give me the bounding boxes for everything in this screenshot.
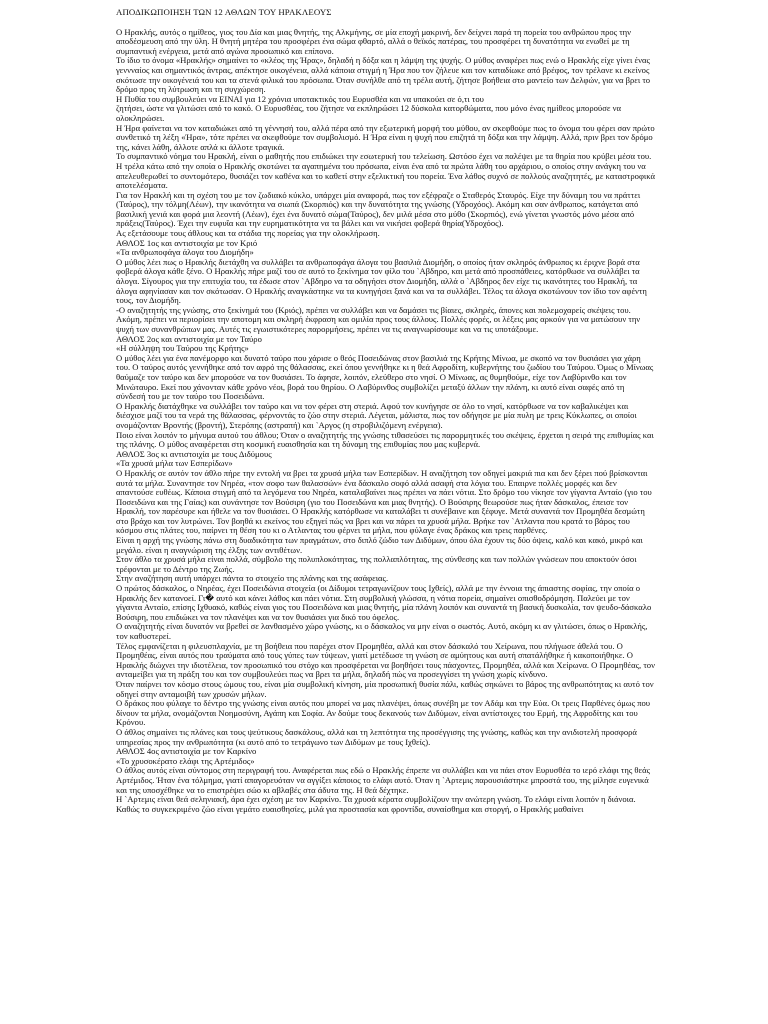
paragraph: «Η σύλληψη του Ταύρου της Κρήτης» <box>116 343 249 354</box>
paragraph: Ο Ηρακλής, αυτός ο ημίθεος, γιος του Δία και μιας θνητής, της Αλκμήνης, σε μία εποχή μακρινή, δεν δείχνει παρά τη πορεία του ανθρώπου προς την αποδέσμευση από την ύλη. Η θνητή μητέρα του προσφέρει ένα σώμα φθαρτό, αλλά ο θεϊκός πατέρας, του προσφέρει τη δυνατότητα να ενωθεί με τη συμπαντική ενέργεια, μετά από αγώνα προσωπικό και επίπονο. <box>116 26 632 56</box>
document-body <box>116 28 656 815</box>
paragraph: Είναι η αρχή της γνώσης πάνω στη δυαδικότητα των πραγμάτων, στο διπλό ζώδιο των Διδύμων, όπου όλα έχουν τις δύο όψεις, καλό και κακό, μικρό και μεγάλο. είναι η αναγνώριση της έλξης των αντιθέτων. <box>116 535 643 555</box>
paragraph: ζητήσει, ώστε να γλιτώσει από το κακό. Ο Ευρυσθέας, του ζήτησε να εκπληρώσει 12 δύσκολα κατορθώματα, που μόνο ένας ημίθεος μπορούσε να ολοκληρώσει. <box>116 103 621 123</box>
paragraph: -Ο αναζητητής της γνώσης, στο ξεκίνημά του (Κριός), πρέπει να συλλάβει και να δαμάσει τις βίαιες, σκληρές, άπονες και πολεμοχαρείς σκέψεις του. Ακόμη, πρέπει να περιορίσει την αποτομη και σκληρή έκφραση και ομιλία προς τους άλλους. Πολλές φορές, οι λέξεις μας αρκούν για να ματώσουν την ψυχή των συνανθρώπων μας. Αυτές τις εγωιστικότερες παρορμήσεις, πρέπει να τις αναγνωρίσουμε και να τις υποτάξουμε. <box>116 304 641 334</box>
paragraph: Η `Αρτεμις είναι θεά σεληνιακή, άρα έχει σχέση με τον Καρκίνο. Τα χρυσά κέρατα συμβολίζουν την ανώτερη γνώση. Το ελάφι είναι λοιπόν η διάνοια. Καθώς το συγκεκριμένο ζώο είναι γεμάτο ευαισθησίες, μιλά για προστασία και φροντίδα, συναίσθημα και στοργή, ο Ηρακλής μαθαίνει <box>116 794 636 814</box>
paragraph: Ο Ηρακλής διατάχθηκε να συλλάβει τον ταύρο και να τον φέρει στη στεριά. Αφού τον κυνήγησε σε όλο το νησί, κατόρθωσε να τον καβαλικέψει και διέσχισε μαζί του τα νερά της θάλασσας, φέρνοντάς το ζώο στην στεριά. Λέγεται, μάλιστα, πως τον οδήγησε με μία πυλη με τρεις Κύκλωπες, οι οποίοι ονομάζονταν Βροντής (βροντή), Στερόπης (αστραπή) και `Αργος (η στροβιλιζόμενη ενέργεια). <box>116 400 637 430</box>
document-title: ΑΠΟΔΙΚΩΠΟΙΗΣΗ ΤΩΝ 12 ΑΘΛΩΝ ΤΟΥ ΗΡΑΚΛΕΟΥΣ <box>116 7 332 17</box>
paragraph: Όταν παίρνει τον κόσμο στους ώμους του, είναι μία συμβολική κίνηση, μία προσωπική θυσία πάλι, καθώς σηκώνει το βάρος της ανθρωπότητας κι αυτό τον οδηγεί στην ανταμοιβή των χρυσών μήλων. <box>116 678 654 699</box>
paragraph: Ο δράκος που φύλαγε το δέντρο της γνώσης είναι αυτός που μπορεί να μας πλανέψει, όπως συνέβη με τον Αδάμ και την Εύα. Οι τρεις Παρθένες όμως που δίνουν τα μήλα, ονομάζονται Νοημοσύνη, Αγάπη και Σοφία. Αν δούμε τους δεκανούς των Διδύμων, είναι αντίστοιχες του Ερμή, της Αφροδίτης και του Κρόνου. <box>116 698 651 728</box>
paragraph: Ο αναζητητής είναι δυνατόν να βρεθεί σε λανθασμένο χώρο γνώσης, κι ο δάσκαλος να μην είναι ο σωστός. Αυτό, ακόμη κι αν γλιτώσει, όπως ο Ηρακλής, τον καθυστερεί. <box>116 621 648 641</box>
paragraph: ΑΘΛΟΣ 3ος κι αντιστοιχία με τους Διδύμους <box>116 448 272 459</box>
paragraph: ΑΘΛΟΣ 1ος και αντιστοιχία με τον Κριό <box>116 237 258 248</box>
paragraph: «Τα ανθρωποφάγα άλογα του Διομήδη» <box>116 247 254 258</box>
paragraph: «Τα χρυσά μήλα των Εσπερίδων» <box>116 458 233 469</box>
paragraph: Στην αναζήτηση αυτή υπάρχει πάντα το στοιχείο της πλάνης και της ασάφειας. <box>116 573 389 584</box>
paragraph: Η Ήρα φαίνεται να τον καταδιώκει από τη γέννησή του, αλλά πέρα από την εξωτερική μορφή του μύθου, αν σκεφθούμε πως το όνομα του φέρει σαν πρώτο συνθετικό τη λέξη «Ήρα», τότε πρέπει να σκεφθούμε τον συμβολισμό. Η Ήρα είναι η ψυχή που επιζητά τη δόξα και την λάμψη. Αλλά, πριν βρει τον δρόμο της, κάνει λάθη, άλλοτε απλά κι άλλοτε τραγικά. <box>116 122 655 152</box>
paragraph: Ο πρώτος δάσκαλος, ο Νηρέας, έχει Ποσειδώνια στοιχεία (οι Δίδυμοι τετραγωνίζουν τους Ιχθείς), αλλά με την έννοια της άπιαστης σοφίας, την οποία ο Ηρακλής δεν κατανοεί. Γι� αυτό και κάνει λάθος και πάει νότια. Στη συμβολική γλώσσα, η νότια πορεία, σημαίνει οπισθοδρόμηση. Παλεύει με τον γίγαντα Ανταίο, επίσης Ιχθυακό, καθώς είναι γιος του Ποσειδώνα και μιας θνητής, μία πλάνη λοιπόν και συναντά τη βασική δυσκολία, τον ψευδο-δάσκαλο Βούσιρη, που επιδιώκει να τον πλανέψει και να τον θυσιάσει για δικό του όφελος. <box>116 583 652 622</box>
paragraph: Ας εξετάσουμε τους άθλους και τα στάδια της πορείας για την ολοκλήρωση. <box>116 228 380 239</box>
paragraph: Ο άθλος αυτός είναι σύντομος στη περιγραφή του. Αναφέρεται πως εδώ ο Ηρακλής έπρεπε να συλλάβει και να πάει στον Ευρυσθέα το ιερό ελάφι της θεάς Αρτέμιδος. Ήταν ένα τόλμημα, γιατί απαγορευόταν να αγγίξει κάποιος το ελάφι αυτό. Όταν η `Αρτεμις παρουσιάστηκε μπροστά του, της μίλησε ευγενικά και της υποσχέθηκε να το επιστρέψει σώο κι αβλαβές στα άδυτα της. Η θεά δέχτηκε. <box>116 765 651 795</box>
paragraph: Ο μύθος λέει για ένα πανέμορφο και δυνατό ταύρο που χάρισε ο θεός Ποσειδώνας στον βασιλιά της Κρήτης Μίνωα, με σκοπό να τον θυσιάσει για χάρη του. Ο ταύρος αυτός γεννήθηκε από τον αφρό της θάλασσας, εκεί όπου γεννήθηκε κι η θεά Αφροδίτη, κυβερνήτης του ζωδίου του Ταύρου. Όμως ο Μίνωας θαύμαζε τον ταύρο και δεν μπορούσε να τον θυσιάσει. Το άφησε, λοιπόν, ελεύθερο στο νησί. Ο Μίνωας, ας θυμηθούμε, είχε τον Λαβύρινθο και τον Μινώταυρο. Εκεί που χάνονταν κάθε χρόνο νέοι, βορά του θηρίου. Ο Λαβύρινθος συμβολίζει μεταξύ άλλων την πλάνη, κι αυτό είναι σαφές από τη σύνδεσή του με τον ταύρο του Ποσειδώνα. <box>116 352 654 402</box>
paragraph: Τέλος εμφανίζεται η φιλευσπλαχνία, με τη βοήθεια που παρέχει στον Προμηθέα, αλλά και στον δάσκαλό του Χείρωνα, που πλήγωσε άθελά του. Ο Προμηθέας, είναι αυτός που τραύματα από τους γύπες των τύψεων, γιατί μετέδωσε τη γνώση σε αμύητους και αυτή σπατάλήθηκε ή κακοποιήθηκε. Ο Ηρακλής διώχνει την ιδιοτέλεια, τον προσωπικό του στόχο και προσφέρεται να βοηθήσει τους πάσχοντες, Προμηθέα, αλλά και Χείρωνα. Ο Προμηθέας, τον ανταμείβει για τη πράξη του και τον συμβουλεύει πως να βρει τα μήλα, δηλαδή πώς να προσεγγίσει τη γνώση χωρίς κίνδυνο. <box>116 640 655 680</box>
paragraph: Η Πυθία του συμβουλεύει να ΕΙΝΑΙ για 12 χρόνια υποτακτικός του Ευρυσθέα και να υπακούει σε ό,τι του <box>116 93 484 104</box>
paragraph: Ο άθλος σημαίνει τις πλάνες και τους ψεύτικους δασκάλους, αλλά και τη λεπτότητα της προσέγγισης της γνώσης, καθώς και την ανιδιοτελή προσφορά υπηρεσίας προς την ανθρωπότητα (κι αυτό από το τετράγωνο των Διδύμων με τους Ιχθείς). <box>116 726 637 747</box>
paragraph: Για τον Ηρακλή και τη σχέση του με τον ζωδιακό κύκλο, υπάρχει μία αναφορά, πως τον εξέφραζε ο Σταθερός Σταυρός. Είχε την δύναμη του να πράττει (Ταύρος), την τόλμη(Λέων), την ικανότητα να σιωπά (Σκορπιός) και την δυνατότητα της γνώσης (Υδροχόος). Ακόμη και σαν άνθρωπος, κατάγεται από βασιλική γενιά και φορά μια λεοντή (Λέων), έχει ένα δυνατό σώμα(Ταύρος), δεν μιλά μέσα στο μύθο (Σκορπιός), ενώ γίνεται γνωστός μόνο μέσα από πράξεις(Ταύρος). Έχει την ευφυΐα και την ευρηματικότητα να τα βάλει και να νικήσει φοβερά θηρία(Υδροχόος). <box>116 189 641 229</box>
paragraph: Το ίδιο το όνομα «Ηρακλής» σημαίνει το «κλέος της Ήρας», δηλαδή η δόξα και η λάμψη της ψυχής. Ο μύθος αναφέρει πως ενώ ο Ηρακλής είχε γίνει ένας γεννναίος και σημαντικός άντρας, απέκτησε οικογένεια, αλλά κάποια στιγμή η Ήρα που τον ζήλευε και τον καταδίωκε από βρέφος, τον τρέλανε κι εκείνος σκότωσε την οικογένειά του και τα στενά φιλικά του πρόσωπα. Όταν συνήλθε από τη τρέλα αυτή, ζήτησε βοήθεια στο μαντείο των Δελφών, για να βρει το δρόμο προς τη λύτρωση και τη συγχώρεση. <box>116 55 651 95</box>
paragraph: ΑΘΛΟΣ 4ος αντιστοιχία με τον Καρκίνο <box>116 746 257 757</box>
paragraph: Ο μύθος λέει πως ο Ηρακλής διετάχθη να συλλάβει τα ανθρωποφάγα άλογα του βασιλιά Διομήδη, ο οποίος ήταν σκληρός άνθρωπος κι έριχνε βορά στα φοβερά άλογα κάθε ξένο. Ο Ηρακλής πήρε μαζί του σε αυτό το ξεκίνημα τον φίλο του `Αβδηρο, και μετά από προσπάθειες, κατόρθωσε να συλλάβει τα άλογα. Σίγουρος για την επιτυχία του, τα έδωσε στον `Αβδηρο να τα οδηγήσει στον Διομήδη, αλλά ο `Αβδηρος δεν είχε τις ικανότητες του Ηρακλή, τα άλογα αφηνίασαν και τον σκότωσαν. Ο Ηρακλής αναγκάστηκε να τα κυνηγήσει ξανά και να τα συλλάβει. Τέλος τα άλογα σκοτώνουν τον ίδιο τον αφέντη τους, τον Διομήδη. <box>116 256 647 306</box>
paragraph: ΑΘΛΟΣ 2ος και αντιστοιχία με τον Ταύρο <box>116 333 262 344</box>
paragraph: Ποιο είναι λοιπόν το μήνυμα αυτού του άθλου; Όταν ο αναζητητής της γνώσης τιθασεύσει τις παρορμητικές του σκέψεις, έρχεται η σειρά της επιθυμίας και της πλάνης. Ο μύθος αναφέρεται στη κοσμική ευαισθησία και τη δύναμη της επιθυμίας που μας κυβερνά. <box>116 429 654 450</box>
paragraph: Στον άθλο τα χρυσά μήλα είναι πολλά, σύμβολο της πολυπλοκότητας, της πολλαπλότητας, της σύνθεσης και των πολλών γνώσεων που αποκτούν όσοι τρέφονται με το Δέντρο της Ζωής. <box>116 554 637 574</box>
paragraph: Το συμπαντικό νόημα του Ηρακλή, είναι ο μαθητής που επιδιώκει την εσωτερική του τελείωση. Ωστόσο έχει να παλέψει με τα θηρία που κρύβει μέσα του. Η τρέλα κάτω από την οποία ο Ηρακλής σκοτώνει τα αγαπημένα του πρόσωπα, είναι ένα από τα πρώτα λάθη του αρχάριου, ο οποίος στην ανάγκη του να απελευθερωθεί το συντομότερο, θυσιάζει τον καθένα και το καθετί στην εξελικτική του πορεία. Ένα λάθος συχνό σε πολλούς αναζητητές, με καταστροφικά αποτελέσματα. <box>116 151 655 191</box>
paragraph: Ο Ηρακλής σε αυτόν τον άθλο πήρε την εντολή να βρει τα χρυσά μήλα των Εσπερίδων. Η αναζήτηση τον οδηγεί μακριά πια και δεν ξέρει πού βρίσκονται αυτά τα μήλα. Συναντησε τον Νηρέα, «τον σοφο των θαλασσών» ένα δάσκαλο σοφό αλλά ασαφή στα λόγια του. Επαιρνε πολλές μορφές και δεν απαντούσε ευθέως. Κάποια στιγμή από τα λεγόμενα του Νηρέα, καταλαβαίνει πως πρέπει να πάει νότια. Στο δρόμο του νίκησε τον γίγαντα Ανταίο (γιο του Ποσειδώνα και της Γαίας) και συνάντησε τον Βούσιρη (γιο του Ποσειδώνα και μιας θνητής). Ο Βούσιρης θεωρούσε πως ήταν δάσκαλος, έπεισε τον Ηρακλή, τον παρέσυρε και ήθελε να τον θυσιάσει. Ο Ηρακλής κατόρθωσε να καταλάβει τι συνέβαινε και ξέφυγε. Μετά συναντά τον Προμηθέα δεσμώτη στο βράχο και τον λυτρώνει. Τον βοηθά κι εκείνος του εξηγεί πώς να βρει και να πάρει τα χρυσά μήλα. Βρήκε τον `Ατλαντα που κρατά το βάρος του κόσμου στις πλάτες του, παίρνει τη θέση του κι ο Ατλαντας του φέρνει τα μήλα, που φύλαγε ένας δράκος και τρεις παρθένες. <box>116 467 652 536</box>
paragraph: «Το χρυσοκέρατο ελάφι της Αρτέμιδος» <box>116 755 255 766</box>
